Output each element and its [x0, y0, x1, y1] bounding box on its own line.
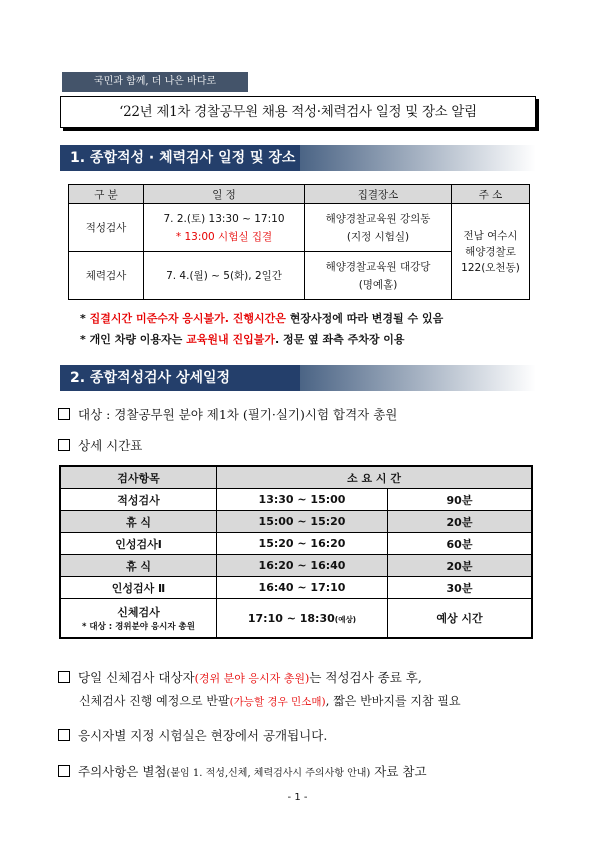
section2-heading-text: 2. 종합적성검사 상세일정 [60, 365, 300, 391]
col-address: 주 소 [452, 185, 530, 204]
col-schedule: 일 정 [144, 185, 305, 204]
table-row: 인성검사 Ⅱ 16:40 ~ 17:10 30분 [60, 577, 532, 599]
row-label-aptitude: 적성검사 [69, 204, 144, 252]
checkbox-square-icon [58, 765, 70, 777]
row-label-physical: 체력검사 [69, 252, 144, 300]
col-time: 소 요 시 간 [217, 466, 533, 489]
col-item: 검사항목 [60, 466, 217, 489]
col-category: 구 분 [69, 185, 144, 204]
table-row: 휴 식 15:00 ~ 15:20 20분 [60, 511, 532, 533]
schedule-table [68, 184, 530, 300]
table-row: 휴 식 16:20 ~ 16:40 20분 [60, 555, 532, 577]
section1-heading [60, 145, 536, 171]
table-row: 신체검사 * 대상 : 경위분야 응시자 총원 17:10 ~ 18:30(예상) 예상 시간 [60, 599, 532, 639]
physical-schedule: 7. 4.(월) ~ 5(화), 2일간 [144, 252, 305, 300]
aptitude-schedule: 7. 2.(토) 13:30 ~ 17:10 * 13:00 시험실 집결 [144, 204, 305, 252]
section1-heading-text: 1. 종합적성 · 체력검사 일정 및 장소 [60, 145, 300, 171]
bullet-physical-exam: 당일 신체검사 대상자(경위 분야 응시자 총원)는 적성검사 종료 후, 신체검사 진행 예정으로 반팔(가능할 경우 민소매), 짧은 반바지를 지참 필요 [58, 667, 461, 713]
bullet-precautions: 주의사항은 별첨(붙임 1. 적성,신체, 체력검사시 주의사항 안내) 자료 참고 [58, 762, 427, 780]
page-number: - 1 - [287, 792, 308, 803]
section2-heading [60, 365, 536, 391]
table-row: 적성검사 13:30 ~ 15:00 90분 [60, 489, 532, 511]
checkbox-square-icon [58, 729, 70, 741]
checkbox-square-icon [58, 439, 70, 451]
table-row: 인성검사Ⅰ 15:20 ~ 16:20 60분 [60, 533, 532, 555]
timetable [59, 465, 533, 639]
bullet-timetable: 상세 시간표 [58, 436, 142, 454]
bullet-target: 대상 : 경찰공무원 분야 제1차 (필기·실기)시험 합격자 총원 [58, 405, 397, 423]
note-arrival: * 집결시간 미준수자 응시불가. 진행시간은 현장사정에 따라 변경될 수 있음 [80, 312, 444, 325]
slogan-banner: 국민과 함께, 더 나은 바다로 [62, 72, 248, 92]
page-title: ‘22년 제1차 경찰공무원 채용 적성·체력검사 일정 및 장소 알림 [60, 96, 536, 128]
checkbox-square-icon [58, 408, 70, 420]
aptitude-place: 해양경찰교육원 강의동 (지정 시험실) [305, 204, 452, 252]
address: 전남 여수시 해양경찰로 122(오천동) [452, 204, 530, 300]
col-place: 집결장소 [305, 185, 452, 204]
physical-place: 해양경찰교육원 대강당 (명예홀) [305, 252, 452, 300]
note-parking: * 개인 차량 이용자는 교육원내 진입불가. 정문 옆 좌측 주차장 이용 [80, 333, 405, 346]
checkbox-square-icon [58, 671, 70, 683]
bullet-exam-room: 응시자별 지정 시험실은 현장에서 공개됩니다. [58, 726, 327, 744]
